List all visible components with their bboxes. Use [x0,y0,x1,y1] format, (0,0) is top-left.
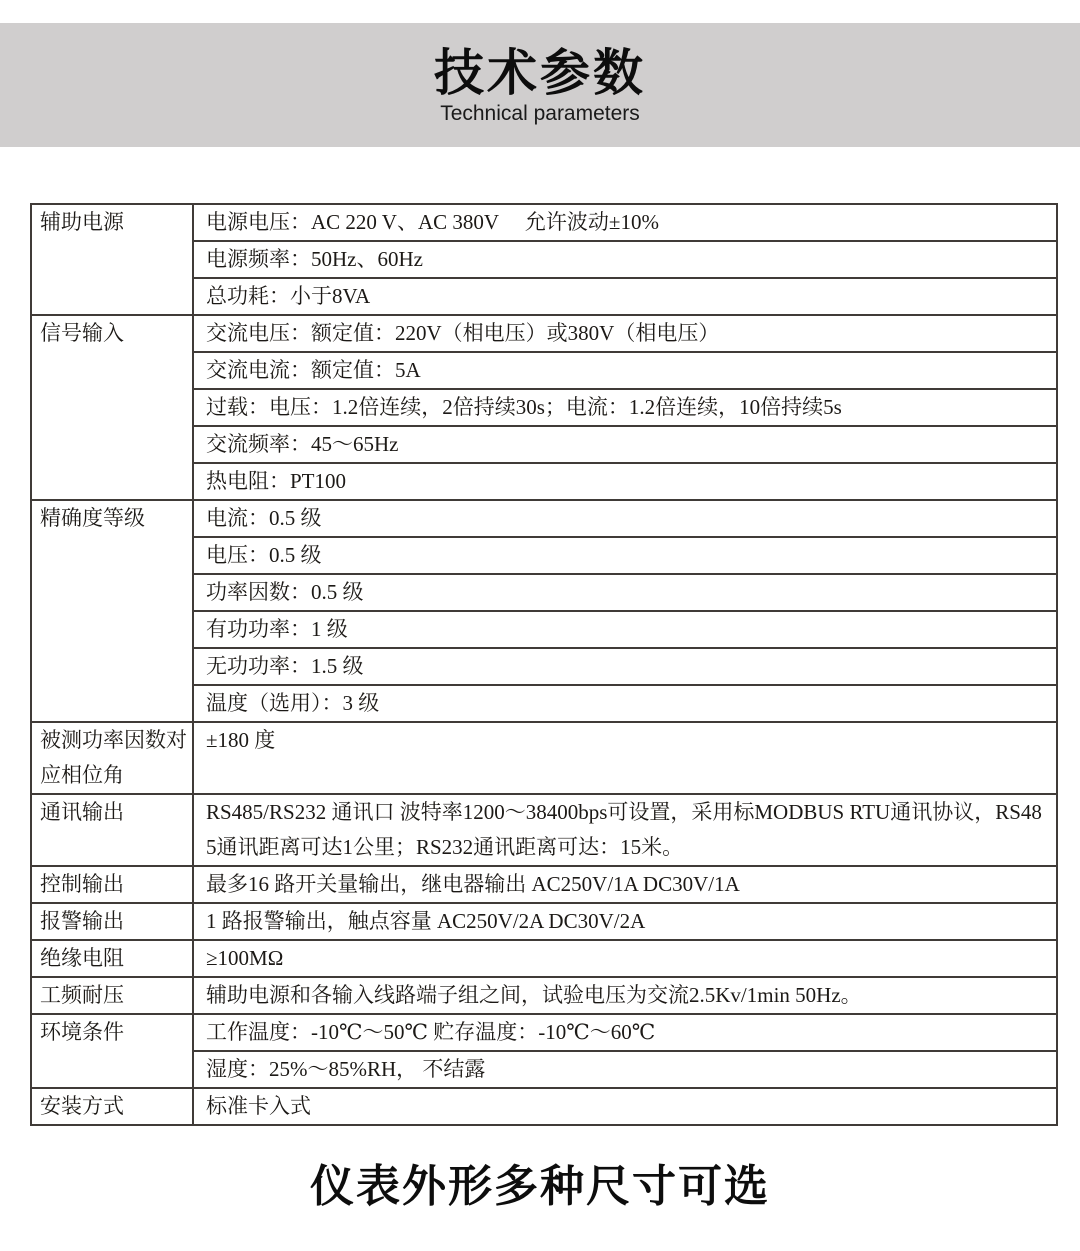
param-value: 电源电压：AC 220 V、AC 380V 允许波动±10% [193,204,1057,241]
table-row [31,204,1057,241]
page-title: 技术参数 [434,45,646,101]
param-group-label: 安装方式 [31,1088,193,1125]
param-group-label: 信号输入 [31,315,193,500]
param-value: 1 路报警输出，触点容量 AC250V/2A DC30V/2A [193,903,1057,940]
param-value: 交流电流：额定值：5A [193,352,1057,389]
param-group-label: 辅助电源 [31,204,193,315]
parameters-table-container [30,203,1058,1126]
parameters-table [30,203,1058,1126]
param-value: 电源频率：50Hz、60Hz [193,241,1057,278]
footer-heading: 仪表外形多种尺寸可选 [310,1162,770,1211]
param-value: 温度（选用）：3 级 [193,685,1057,722]
table-row [31,794,1057,866]
param-group-label: 工频耐压 [31,977,193,1014]
table-row [31,1014,1057,1051]
param-value: 电流：0.5 级 [193,500,1057,537]
param-group-label: 绝缘电阻 [31,940,193,977]
param-value: RS485/RS232 通讯口 波特率1200～38400bps可设置，采用标MODBUS RTU通讯协议，RS485通讯距离可达1公里；RS232通讯距离可达：15米。 [193,794,1057,866]
param-group-label: 报警输出 [31,903,193,940]
section-header-band [0,23,1080,147]
page-subtitle: Technical parameters [440,102,640,125]
param-group-label: 精确度等级 [31,500,193,722]
param-value: 工作温度：-10℃～50℃ 贮存温度：-10℃～60℃ [193,1014,1057,1051]
param-value: 无功功率：1.5 级 [193,648,1057,685]
param-group-label: 被测功率因数对应相位角 [31,722,193,794]
table-row [31,500,1057,537]
table-row [31,977,1057,1014]
param-value: 电压：0.5 级 [193,537,1057,574]
param-value: 标准卡入式 [193,1088,1057,1125]
param-value: 交流频率：45～65Hz [193,426,1057,463]
param-value: 功率因数：0.5 级 [193,574,1057,611]
param-value: ±180 度 [193,722,1057,794]
table-row [31,1088,1057,1125]
param-value: 过载：电压：1.2倍连续，2倍持续30s；电流：1.2倍连续，10倍持续5s [193,389,1057,426]
param-value: 总功耗：小于8VA [193,278,1057,315]
param-value: 有功功率：1 级 [193,611,1057,648]
param-value: 辅助电源和各输入线路端子组之间，试验电压为交流2.5Kv/1min 50Hz。 [193,977,1057,1014]
param-value: 湿度：25%～85%RH， 不结露 [193,1051,1057,1088]
param-value: 交流电压：额定值：220V（相电压）或380V（相电压） [193,315,1057,352]
param-group-label: 环境条件 [31,1014,193,1088]
table-row [31,722,1057,794]
table-row [31,903,1057,940]
param-value: 热电阻：PT100 [193,463,1057,500]
param-value: 最多16 路开关量输出，继电器输出 AC250V/1A DC30V/1A [193,866,1057,903]
table-row [31,315,1057,352]
table-row [31,866,1057,903]
param-value: ≥100MΩ [193,940,1057,977]
param-group-label: 控制输出 [31,866,193,903]
table-row [31,940,1057,977]
param-group-label: 通讯输出 [31,794,193,866]
